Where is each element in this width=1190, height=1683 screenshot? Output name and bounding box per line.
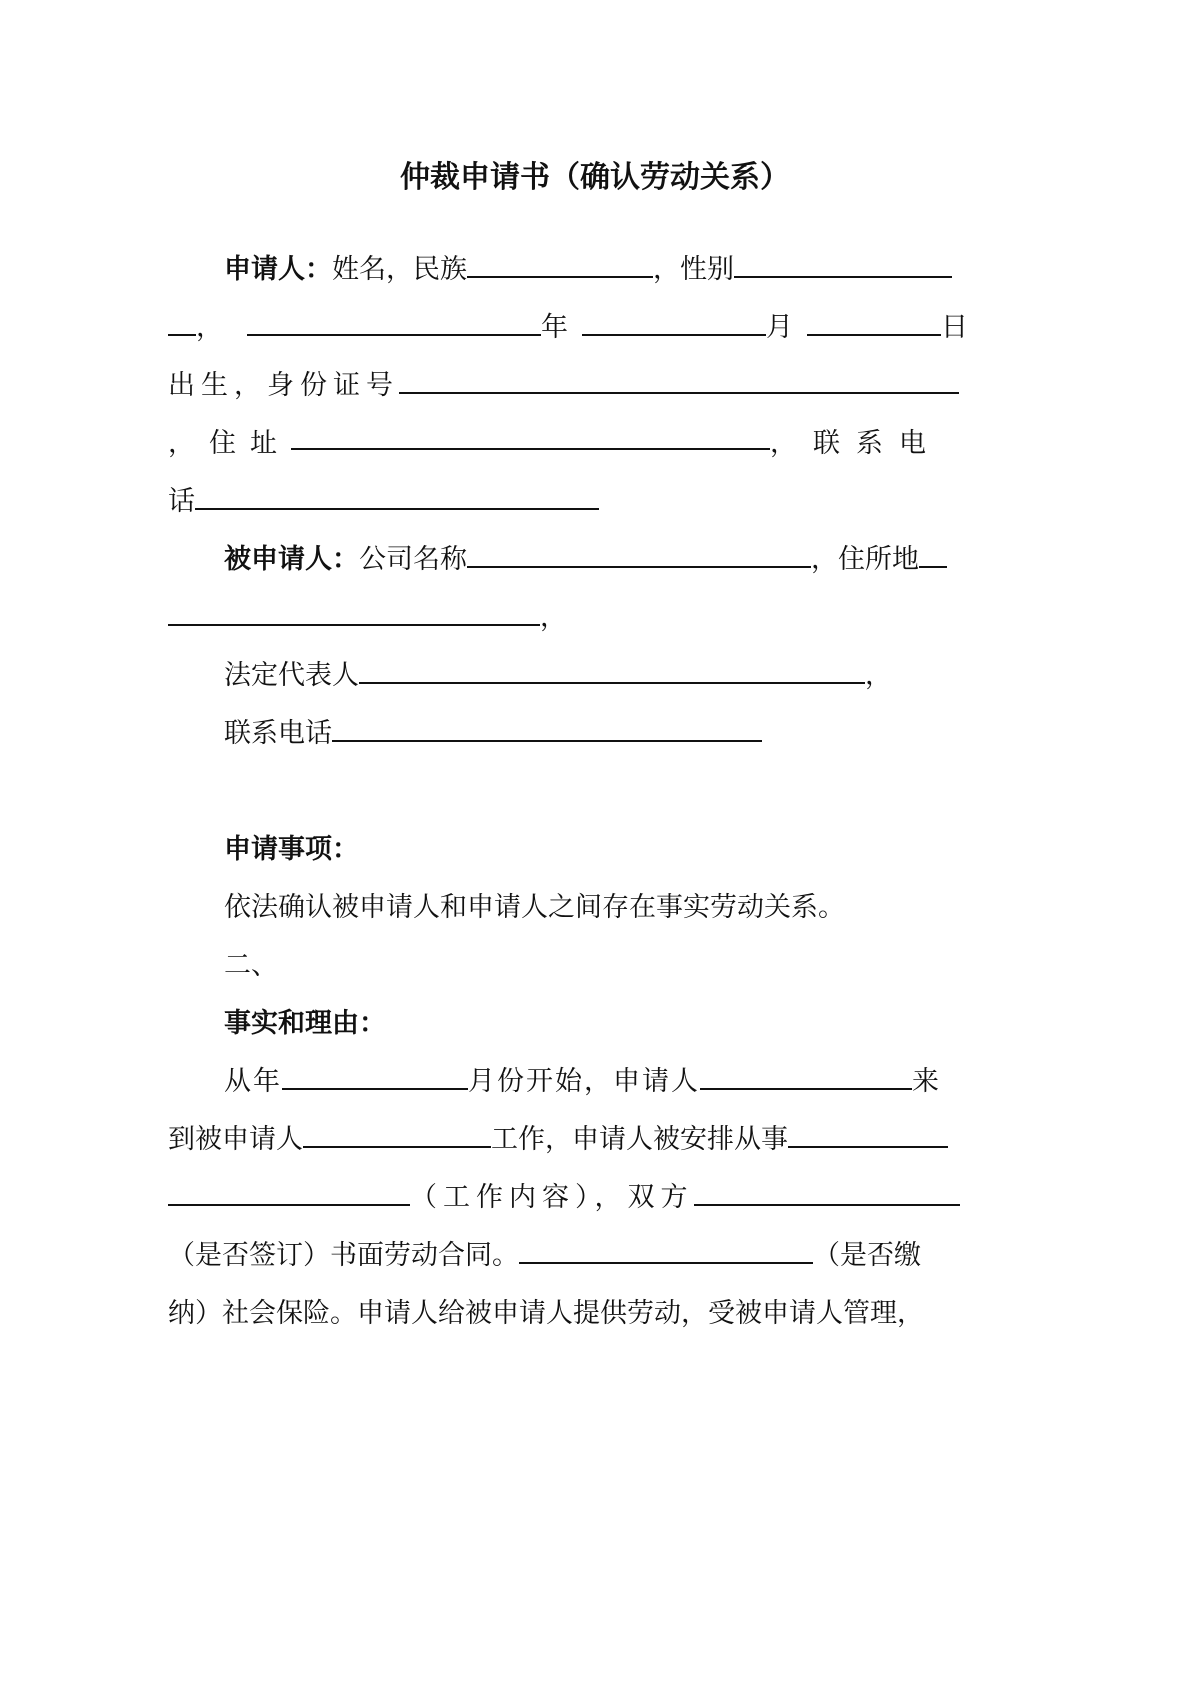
request-item-2: 二、 — [224, 950, 278, 981]
legal-rep-blank[interactable] — [359, 658, 865, 684]
applicant-line-3 — [168, 366, 959, 406]
facts-text: （工作内容），双方 — [410, 1182, 694, 1213]
phone-label-end: 话 — [168, 486, 195, 517]
contact-phone-blank[interactable] — [332, 716, 762, 742]
respondent-line-4 — [224, 714, 762, 754]
contact-phone-label: 联系电话 — [224, 718, 332, 749]
start-year-blank[interactable] — [282, 1064, 468, 1090]
birth-day-blank[interactable] — [807, 310, 941, 336]
facts-line-2 — [168, 1120, 948, 1160]
residence-blank-cont[interactable] — [168, 600, 540, 626]
social-insurance-blank[interactable] — [519, 1238, 813, 1264]
comma: ， — [540, 602, 567, 633]
facts-text: 从年 — [224, 1066, 282, 1097]
request-heading: 申请事项： — [224, 834, 359, 865]
gender-blank[interactable] — [734, 252, 952, 278]
comma: ， — [865, 660, 892, 691]
facts-line-4 — [168, 1236, 921, 1276]
day-label: 日 — [941, 312, 968, 343]
phone-label-part: ，联系电 — [770, 428, 942, 459]
month-label: 月 — [766, 312, 793, 343]
contract-signed-blank[interactable] — [694, 1180, 960, 1206]
facts-text: 工作，申请人被安排从事 — [491, 1124, 788, 1155]
birth-month-blank[interactable] — [582, 310, 766, 336]
year-label: 年 — [541, 312, 568, 343]
company-label: 公司名称 — [359, 544, 467, 575]
request-item-1: 依法确认被申请人和申请人之间存在事实劳动关系。 — [224, 892, 845, 923]
gender-blank-cont[interactable] — [168, 310, 196, 336]
respondent-line-3 — [224, 656, 892, 696]
residence-blank[interactable] — [919, 542, 947, 568]
address-label: ，住址 — [168, 428, 291, 459]
facts-text: 月份开始，申请人 — [468, 1066, 700, 1097]
facts-text: （是否缴 — [813, 1240, 921, 1271]
company-blank[interactable] — [467, 542, 811, 568]
respondent-line-1 — [224, 540, 947, 580]
facts-line-5: 纳）社会保险。申请人给被申请人提供劳动，受被申请人管理， — [168, 1298, 924, 1329]
job-blank[interactable] — [788, 1122, 948, 1148]
name-ethnicity-label: 姓名，民族 — [332, 254, 467, 285]
facts-text: 到被申请人 — [168, 1124, 303, 1155]
document-title: 仲裁申请书（确认劳动关系） — [400, 160, 790, 195]
residence-label: ，住所地 — [811, 544, 919, 575]
comma: ， — [653, 254, 680, 285]
born-id-label: 出生，身份证号 — [168, 370, 399, 401]
facts-line-1 — [224, 1062, 939, 1102]
applicant-line-5 — [168, 482, 599, 522]
facts-line-3 — [168, 1178, 960, 1218]
respondent-line-2 — [168, 598, 567, 638]
ethnicity-blank[interactable] — [467, 252, 653, 278]
respondent-label: 被申请人： — [224, 544, 359, 575]
applicant-line-1 — [224, 250, 952, 290]
facts-text: （是否签订）书面劳动合同。 — [168, 1240, 519, 1271]
facts-text: 来 — [912, 1066, 939, 1097]
applicant-name-blank[interactable] — [700, 1064, 912, 1090]
comma: ， — [196, 312, 223, 343]
phone-blank[interactable] — [195, 484, 599, 510]
birth-year-blank[interactable] — [247, 310, 541, 336]
applicant-line-4 — [168, 424, 942, 464]
gender-label: 性别 — [680, 254, 734, 285]
id-number-blank[interactable] — [399, 368, 959, 394]
applicant-label: 申请人： — [224, 254, 332, 285]
address-blank[interactable] — [291, 424, 770, 450]
facts-heading: 事实和理由： — [224, 1008, 386, 1039]
legal-rep-label: 法定代表人 — [224, 660, 359, 691]
applicant-line-2 — [168, 308, 968, 348]
job-blank-cont[interactable] — [168, 1180, 410, 1206]
respondent-name-blank[interactable] — [303, 1122, 491, 1148]
